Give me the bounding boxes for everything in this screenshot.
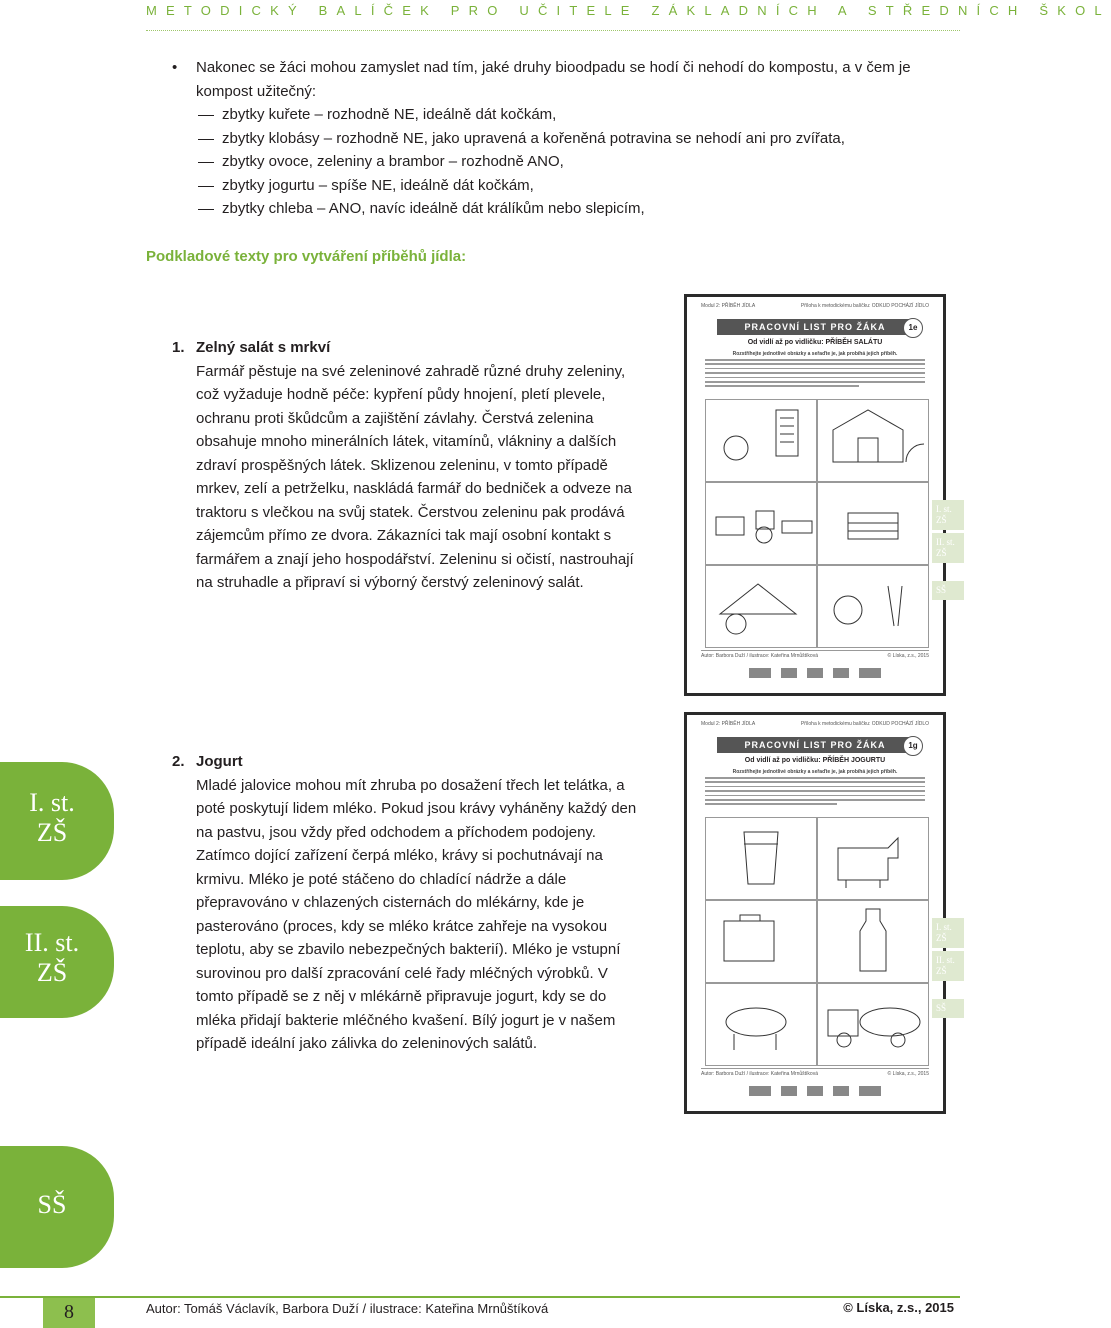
yogurt-cup-illustration (705, 817, 817, 900)
tab-label: ZŠ (936, 966, 947, 976)
tab-label: I. st. (936, 922, 952, 932)
worksheet-subtitle: Od vidlí až po vidličku: PŘÍBĚH JOGURTU (744, 757, 886, 764)
footer-author: Autor: Tomáš Václavík, Barbora Duží / ilustrace: Kateřina Mrnůštíková (146, 1301, 549, 1316)
list-item: zbytky kuřete – rozhodně NE, ideálně dát kočkám, (172, 103, 912, 127)
vegetables-illustration (817, 565, 929, 648)
tab-label: ZŠ (936, 515, 947, 525)
barn-illustration (817, 399, 929, 482)
story-number: 2. (172, 753, 185, 770)
tab-second-level (932, 951, 964, 981)
worksheet-footer-copyright: © Líska, z.s., 2015 (887, 1071, 929, 1077)
tab-label: II. st. (936, 537, 955, 547)
tab-label: II. st. (936, 955, 955, 965)
cow-illustration (705, 983, 817, 1066)
tab-first-level (932, 500, 964, 530)
story-salad (172, 336, 642, 595)
tab-ss: SŠ (932, 581, 964, 600)
list-item: zbytky klobásy – rozhodně NE, jako upravená a kořeněná potravina se nehodí ani pro zvířata, (172, 127, 912, 151)
tab-label: ZŠ (936, 548, 947, 558)
list-item: zbytky ovoce, zeleniny a brambor – rozhodně ANO, (172, 150, 912, 174)
header-divider (146, 30, 960, 31)
worksheet-paragraph (705, 359, 925, 393)
level-tabs-small (932, 500, 964, 603)
story-yogurt (172, 750, 642, 1056)
list-item: zbytky jogurtu – spíše NE, ideálně dát kočkám, (172, 174, 912, 198)
level-tab-label: ZŠ (36, 818, 68, 847)
milk-bottle-illustration (817, 900, 929, 983)
story-title: Jogurt (196, 753, 243, 770)
level-tab-first (0, 762, 114, 880)
worksheet-footer-copyright: © Líska, z.s., 2015 (887, 653, 929, 659)
running-header: METODICKÝ BALÍČEK PRO UČITELE ZÁKLADNÍCH A STŘEDNÍCH ŠKOL (146, 3, 1111, 18)
level-tab-label: ZŠ (36, 958, 68, 987)
tab-ss: SŠ (932, 999, 964, 1018)
dairy-illustration (705, 900, 817, 983)
section-subheading: Podkladové texty pro vytváření příběhů jídla: (146, 248, 467, 265)
illustration-grid (705, 817, 925, 1055)
worksheet-paragraph (705, 777, 925, 811)
page-number: 8 (43, 1298, 95, 1328)
worksheet-thumbnail-salad (684, 294, 946, 696)
worksheet-banner: PRACOVNÍ LIST PRO ŽÁKA (717, 737, 913, 753)
level-tab-ss: SŠ (0, 1146, 114, 1268)
illustration-grid (705, 399, 925, 637)
level-tab-second (0, 906, 114, 1018)
story-text: Mladé jalovice mohou mít zhruba po dosažení třech let telátka, a poté poskytují lidem mléko. Pokud jsou krávy vyháněny každý den na pastvu, jsou vždy před odchodem a příchodem podojeny. Zatímco dojící zařízení čerpá mléko, krávy si pochutnávají na krmivu. Mléko je poté stáčeno do chladící nádrže a dále přepravováno v chlazených cisternách do mlékárny, kde je pasterováno (proces, kdy se mléko krátce zahřeje na vysokou teplotu, aby se zbavilo nebezpečných bakterií). Mléko je vstupní surovinou pro další zpracování celé řady mléčných výrobků. V tomto případě se z něj v mlékárně připravuje jogurt, kdy se do mléka přidají bakterie mléčného kvašení. Bílý jogurt je v našem případě ideální jako zálivka do zeleninových salátů. (196, 776, 637, 1052)
worksheet-module: Modul 2: PŘÍBĚH JÍDLA (701, 721, 756, 727)
worksheet-subtitle: Od vidlí až po vidličku: PŘÍBĚH SALÁTU (747, 339, 883, 346)
cabbage-illustration (705, 399, 817, 482)
worksheet-badge: 1e (903, 318, 923, 338)
level-tab-label: I. st. (29, 788, 75, 817)
tab-label: I. st. (936, 504, 952, 514)
crate-illustration (817, 482, 929, 565)
worksheet-instruction: Rozstříhejte jednotlivé obrázky a seřaďte je, jak probíhá jejich příběh. (732, 351, 898, 357)
worksheet-source: Příloha k metodickému balíčku: ODKUD POCHÁZÍ JÍDLO (800, 721, 929, 727)
list-item: zbytky chleba – ANO, navíc ideálně dát králíkům nebo slepicím, (172, 197, 912, 221)
tab-label: ZŠ (936, 933, 947, 943)
footer-divider (0, 1296, 960, 1298)
footer-copyright: © Líska, z.s., 2015 (843, 1300, 954, 1315)
worksheet-source: Příloha k metodickému balíčku: ODKUD POCHÁZÍ JÍDLO (800, 303, 929, 309)
worksheet-footer-author: Autor: Barbora Duží / ilustrace: Kateřina Mrnůštíková (701, 653, 818, 659)
worksheet-thumbnail-yogurt (684, 712, 946, 1114)
milking-illustration (817, 817, 929, 900)
story-number: 1. (172, 339, 185, 356)
tractor-illustration (705, 482, 817, 565)
sponsor-logos (687, 1081, 943, 1101)
tab-first-level (932, 918, 964, 948)
worksheet-module: Modul 2: PŘÍBĚH JÍDLA (701, 303, 756, 309)
grater-illustration (705, 565, 817, 648)
level-tab-label: II. st. (24, 928, 80, 957)
intro-bullet: • Nakonec se žáci mohou zamyslet nad tím, jaké druhy bioodpadu se hodí či nehodí do kompostu, a v čem je kompost užitečný: (172, 56, 912, 103)
worksheet-instruction: Rozstříhejte jednotlivé obrázky a seřaďte je, jak probíhá jejich příběh. (732, 769, 898, 775)
intro-section (172, 56, 912, 221)
waste-list (172, 103, 912, 221)
tab-second-level (932, 533, 964, 563)
worksheet-badge: 1g (903, 736, 923, 756)
story-text: Farmář pěstuje na své zeleninové zahradě různé druhy zeleniny, což vyžaduje hodně péče: kypření půdy hnojení, pletí plevele, ochranu proti škůdcům a zajištění závlahy. Čerstvá zelenina obsahuje mnoho minerálních látek, vitamínů, vlákniny a dalších zdraví prospěšných látek. Sklizenou zeleninu, v tomto případě mrkev, zelí a petrželku, naskládá farmář do bedniček a odveze na traktoru s vlečkou na svůj statek. Čerstvou zeleninu pak prodává zájemcům přímo ze dvora. Zákazníci tak mají osobní kontakt s farmářem a znají jeho hospodářství. Zeleninu si očistí, nastrouhají na struhadle a připraví si výborný čerstvý zeleninový salát. (196, 362, 634, 591)
worksheet-footer-author: Autor: Barbora Duží / ilustrace: Kateřina Mrnůštíková (701, 1071, 818, 1077)
sponsor-logos (687, 663, 943, 683)
worksheet-banner: PRACOVNÍ LIST PRO ŽÁKA (717, 319, 913, 335)
story-title: Zelný salát s mrkví (196, 339, 331, 356)
level-tabs-small (932, 918, 964, 1021)
milk-tanker-illustration (817, 983, 929, 1066)
